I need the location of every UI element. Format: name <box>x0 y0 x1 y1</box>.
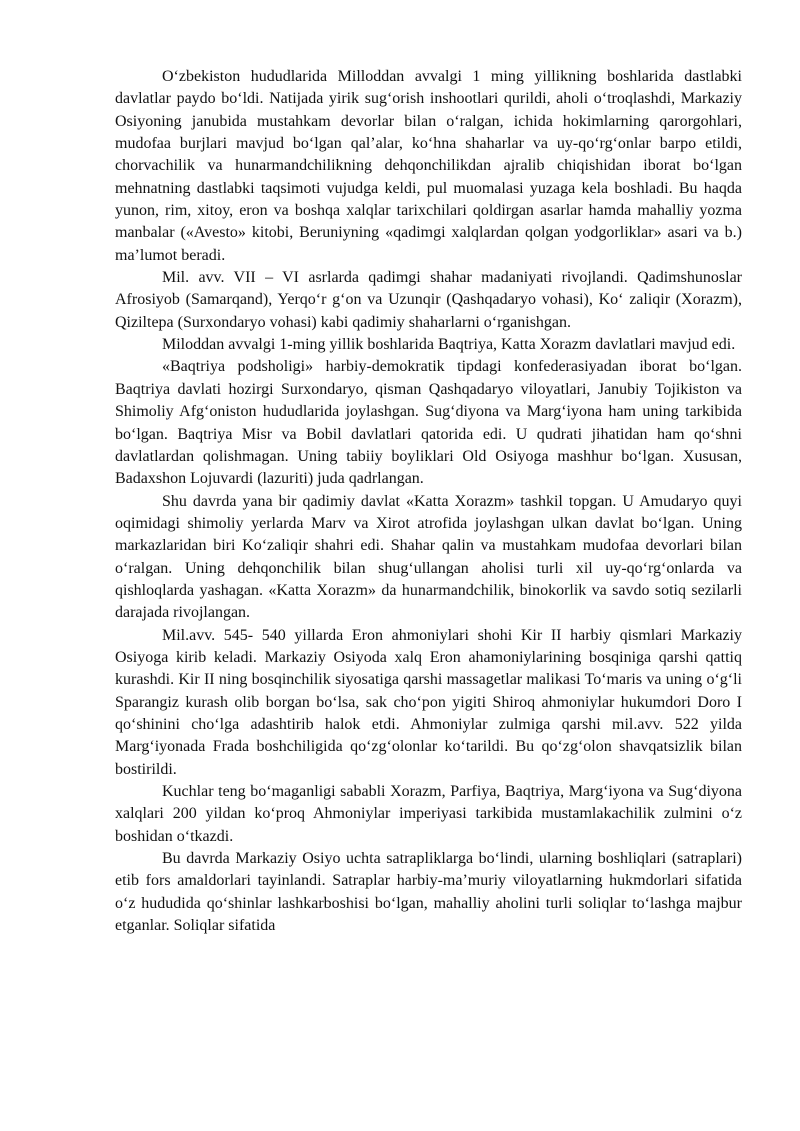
paragraph-1: O‘zbekiston hududlarida Milloddan avvalgi 1 ming yillikning boshlarida dastlabki davlatlar paydo bo‘ldi. Natijada yirik sug‘orish inshootlari qurildi, aholi o‘troqlashdi, Markaziy Osiyoning janubida mustahkam devorlar bilan o‘ralgan, ichida hokimlarning qarorgohlari, mudofaa burjlari mavjud bo‘lgan qal’alar, ko‘hna shaharlar va uy-qo‘rg‘onlar barpo etildi, chorvachilik va hunarmandchilikning dehqonchilikdan ajralib chiqishidan iborat bo‘lgan mehnatning dastlabki taqsimoti vujudga keldi, pul muomalasi yuzaga kela boshladi. Bu haqda yunon, rim, xitoy, eron va boshqa xalqlar tarixchilari qoldirgan asarlar hamda mahalliy yozma manbalar («Avesto» kitobi, Beruniyning «qadimgi xalqlardan qolgan yodgorliklar» asari va b.) ma’lumot beradi. <box>115 68 742 264</box>
paragraph-8: Bu davrda Markaziy Osiyo uchta satrapliklarga bo‘lindi, ularning boshliqlari (satraplari) etib fors amaldorlari tayinlandi. Satraplar harbiy-ma’muriy viloyatlarning hukmdorlari sifatida o‘z hududida qo‘shinlar lashkarboshisi bo‘lgan, mahalliy aholini turli soliqlar to‘lashga majbur etganlar. Soliqlar sifatida <box>115 850 742 935</box>
paragraph-3: Miloddan avvalgi 1-ming yillik boshlarida Baqtriya, Katta Xorazm davlatlari mavjud edi. <box>162 336 736 354</box>
paragraph-2: Mil. avv. VII – VI asrlarda qadimgi shahar madaniyati rivojlandi. Qadimshunoslar Afrosiyob (Samarqand), Yerqo‘r g‘on va Uzunqir (Qashqadaryo vohasi), Ko‘ zaliqir (Xorazm), Qiziltepa (Surxondaryo vohasi) kabi qadimiy shaharlarni o‘rganishgan. <box>115 269 742 331</box>
paragraph-7: Kuchlar teng bo‘maganligi sababli Xorazm, Parfiya, Baqtriya, Marg‘iyona va Sug‘diyona xalqlari 200 yildan ko‘proq Ahmoniylar imperiyasi tarkibida mustamlakachilik zulmini o‘z boshidan o‘tkazdi. <box>115 783 742 845</box>
paragraph-4: «Baqtriya podsholigi» harbiy-demokratik tipdagi konfederasiyadan iborat bo‘lgan. Baqtriya davlati hozirgi Surxondaryo, qisman Qashqadaryo viloyatlari, Janubiy Tojikiston va Shimoliy Afg‘oniston hududlarida joylashgan. Sug‘diyona va Marg‘iyona ham uning tarkibida bo‘lgan. Baqtriya Misr va Bobil davlatlari qatorida edi. U qudrati jihatidan ham qo‘shni davlatlardan qolishmagan. Uning tabiiy boyliklari Old Osiyoga mashhur bo‘lgan. Xususan, Badaxshon Lojuvardi (lazuriti) juda qadrlangan. <box>115 358 742 488</box>
paragraph-6: Mil.avv. 545- 540 yillarda Eron ahmoniylari shohi Kir II harbiy qismlari Markaziy Osiyoga kirib keladi. Markaziy Osiyoda xalq Eron ahamoniylarining bosqiniga qarshi qattiq kurashdi. Kir II ning bosqinchilik siyosatiga qarshi massagetlar malikasi To‘maris va uning o‘g‘li Sparangiz kurash olib borgan bo‘lsa, sak cho‘pon yigiti Shiroq ahmoniylar hukumdori Doro I qo‘shinini cho‘lga adashtirib halok etdi. Ahmoniylar zulmiga qarshi mil.avv. 522 yilda Marg‘iyonada Frada boshchiligida qo‘zg‘olonlar ko‘tarildi. Bu qo‘zg‘olon shavqatsizlik bilan bostirildi. <box>115 626 742 778</box>
document-page <box>115 66 742 937</box>
paragraph-5: Shu davrda yana bir qadimiy davlat «Katta Xorazm» tashkil topgan. U Amudaryo quyi oqimidagi shimoliy yerlarda Marv va Xirot atrofida joylashgan ulkan davlat bo‘lgan. Uning markazlaridan biri Ko‘zaliqir shahri edi. Shahar qalin va mustahkam mudofaa devorlari bilan o‘ralgan. Uning dehqonchilik bilan shug‘ullangan aholisi turli xil uy-qo‘rg‘onlarda va qishloqlarda yashagan. «Katta Xorazm» da hunarmandchilik, binokorlik va savdo sotiq sezilarli darajada rivojlangan. <box>115 492 742 622</box>
